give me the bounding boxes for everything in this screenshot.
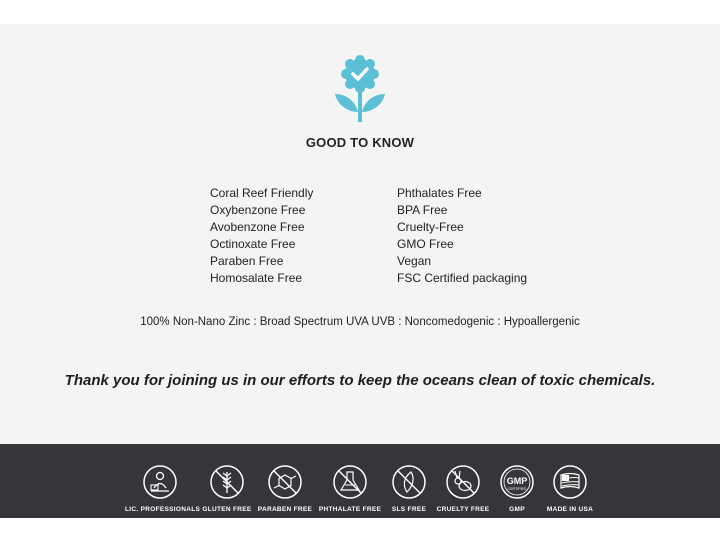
badge-label: GMP	[509, 506, 525, 513]
professional-icon	[142, 464, 178, 500]
list-item: Octinoxate Free	[210, 237, 296, 251]
flask-icon	[332, 464, 368, 500]
list-item: Homosalate Free	[210, 271, 303, 285]
list-item: BPA Free	[397, 203, 448, 217]
list-item: Paraben Free	[210, 254, 284, 268]
us-flag-icon	[552, 464, 588, 500]
list-item: FSC Certified packaging	[397, 271, 528, 285]
claims-line: 100% Non-Nano Zinc : Broad Spectrum UVA UVB : Noncomedogenic : Hypoallergenic	[140, 316, 580, 328]
gmp-seal-subtext: CERTIFIED	[507, 487, 527, 491]
good-to-know-panel	[0, 24, 720, 444]
badge-label: GLUTEN FREE	[202, 506, 252, 513]
badge-label: PARABEN FREE	[257, 506, 313, 513]
right-feature-list	[397, 185, 527, 287]
list-item: GMO Free	[397, 237, 454, 251]
badge-label: PHTHALATE FREE	[318, 506, 382, 513]
good-to-know-heading: GOOD TO KNOW	[305, 135, 415, 150]
rabbit-icon	[445, 464, 481, 500]
list-item: Phthalates Free	[397, 186, 482, 200]
gmp-seal-icon	[499, 464, 535, 500]
sls-icon	[391, 464, 427, 500]
gmp-seal-text: GMP	[506, 476, 528, 486]
flower-check-icon	[333, 54, 387, 124]
left-feature-list	[210, 185, 313, 287]
list-item: Avobenzone Free	[210, 220, 305, 234]
badge-lic-professionals	[125, 464, 201, 513]
thank-you-message: Thank you for joining us in our efforts to keep the oceans clean of toxic chemicals.	[64, 372, 656, 389]
paraben-icon	[267, 464, 303, 500]
badge-label: LIC. PROFESSIONALS	[125, 506, 201, 513]
certification-footer	[0, 444, 720, 518]
wheat-icon	[209, 464, 245, 500]
badge-made-in-usa	[535, 464, 605, 513]
badge-label: MADE IN USA	[546, 506, 594, 513]
list-item: Cruelty-Free	[397, 220, 464, 234]
list-item: Vegan	[397, 254, 432, 268]
badge-label: SLS FREE	[391, 506, 427, 513]
badge-paraben-free	[250, 464, 320, 513]
badge-label: CRUELTY FREE	[436, 506, 490, 513]
list-item: Oxybenzone Free	[210, 203, 306, 217]
list-item: Coral Reef Friendly	[210, 186, 314, 200]
